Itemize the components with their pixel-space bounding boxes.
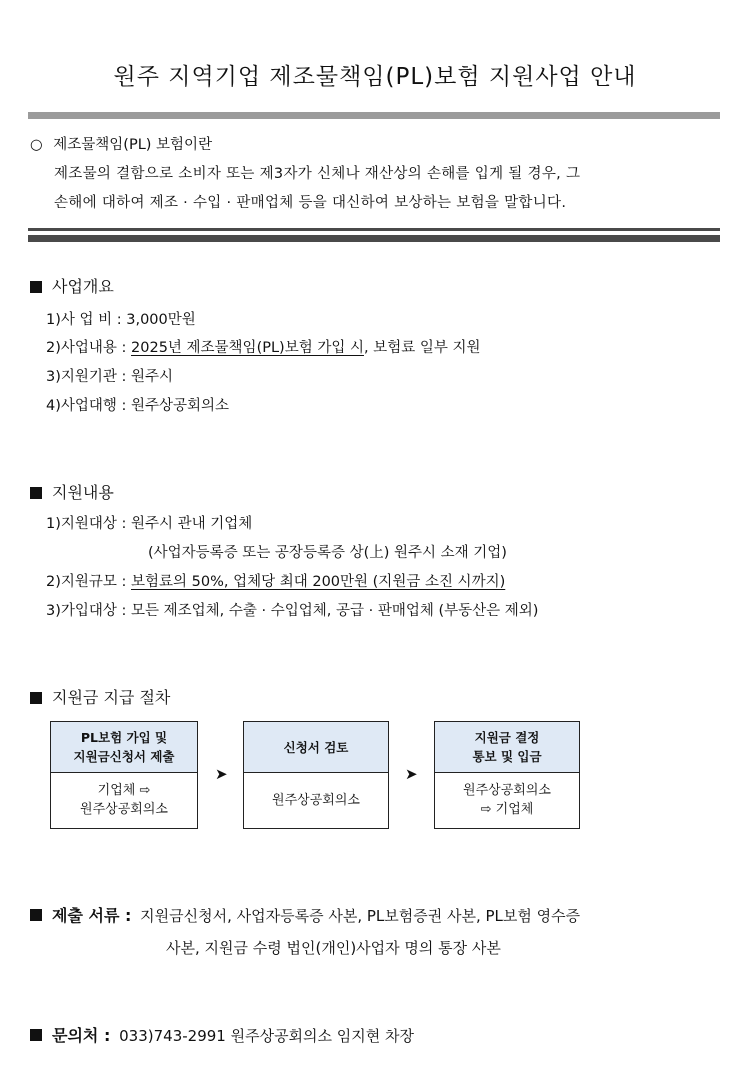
top-divider bbox=[28, 112, 720, 119]
overview-item bbox=[46, 394, 229, 415]
step-actor-line: ⇨ 기업체 bbox=[480, 802, 534, 817]
support-heading bbox=[30, 480, 114, 503]
support-item bbox=[46, 570, 505, 591]
square-bullet-icon bbox=[30, 1029, 42, 1041]
support-item-note: (사업자등록증 또는 공장등록증 상(上) 원주시 소재 기업) bbox=[148, 545, 507, 561]
item-label: 4)사업대행 : bbox=[46, 398, 132, 414]
item-value: 모든 제조업체, 수출 · 수입업체, 공급 · 판매업체 (부동산은 제외) bbox=[131, 603, 539, 619]
step-title-line: 지원금 결정 bbox=[474, 730, 540, 745]
item-value-underlined: 2025년 제조물책임(PL)보험 가입 시 bbox=[131, 340, 364, 356]
step-title bbox=[435, 722, 579, 773]
step-title bbox=[51, 722, 197, 773]
documents-line-1: 지원금신청서, 사업자등록증 사본, PL보험증권 사본, PL보험 영수증 bbox=[140, 907, 581, 925]
step-box-review bbox=[243, 721, 389, 829]
arrow-right-icon: ➤ bbox=[405, 765, 418, 783]
intro-heading bbox=[30, 133, 212, 154]
procedure-heading bbox=[30, 685, 170, 708]
item-value: , 보험료 일부 지원 bbox=[363, 340, 481, 356]
step-actor bbox=[51, 773, 197, 827]
item-label: 2)지원규모 : bbox=[46, 574, 132, 590]
step-actor-line: 기업체 ⇨ bbox=[97, 783, 151, 798]
overview-item bbox=[46, 336, 480, 357]
item-value: 3,000만원 bbox=[126, 312, 196, 328]
step-box-payment bbox=[434, 721, 580, 829]
item-label: 1)지원대상 : bbox=[46, 516, 132, 532]
intro-line-1: 제조물의 결함으로 소비자 또는 제3자가 신체나 재산상의 손해를 입게 될 경우, 그 bbox=[54, 166, 581, 182]
divider-thin bbox=[28, 228, 720, 231]
item-value: 원주시 bbox=[131, 369, 174, 385]
documents-row bbox=[30, 903, 580, 926]
support-heading-text: 지원내용 bbox=[52, 483, 114, 502]
item-label: 3)가입대상 : bbox=[46, 603, 132, 619]
step-title-line: PL보험 가입 및 bbox=[80, 730, 168, 745]
contact-row bbox=[30, 1023, 414, 1046]
step-title-line: 지원금신청서 제출 bbox=[73, 749, 175, 764]
step-actor-line: 원주상공회의소 bbox=[80, 802, 168, 817]
step-title: 신청서 검토 bbox=[244, 722, 388, 773]
step-actor-line: 원주상공회의소 bbox=[463, 783, 551, 798]
step-title-line: 통보 및 입금 bbox=[472, 749, 542, 764]
documents-line-2: 사본, 지원금 수령 법인(개인)사업자 명의 통장 사본 bbox=[166, 939, 501, 957]
step-actor: 원주상공회의소 bbox=[272, 792, 360, 808]
support-item bbox=[46, 599, 538, 620]
item-value: 원주상공회의소 bbox=[131, 398, 230, 414]
overview-item bbox=[46, 308, 196, 329]
contact-label: 문의처 : bbox=[52, 1026, 111, 1045]
item-label: 2)사업내용 : bbox=[46, 340, 132, 356]
support-item bbox=[46, 512, 252, 533]
item-label: 1)사 업 비 : bbox=[46, 312, 127, 328]
item-value: 원주시 관내 기업체 bbox=[131, 516, 253, 532]
overview-item bbox=[46, 365, 173, 386]
item-label: 3)지원기관 : bbox=[46, 369, 132, 385]
item-value-underlined: 보험료의 50%, 업체당 최대 200만원 (지원금 소진 시까지) bbox=[131, 574, 506, 590]
procedure-heading-text: 지원금 지급 절차 bbox=[52, 688, 171, 707]
step-box-apply bbox=[50, 721, 198, 829]
square-bullet-icon bbox=[30, 692, 42, 704]
square-bullet-icon bbox=[30, 909, 42, 921]
intro-heading-text: 제조물책임(PL) 보험이란 bbox=[53, 137, 213, 153]
overview-heading bbox=[30, 274, 114, 297]
circle-bullet-icon: ○ bbox=[30, 137, 43, 153]
arrow-right-icon: ➤ bbox=[215, 765, 228, 783]
page-title: 원주 지역기업 제조물책임(PL)보험 지원사업 안내 bbox=[113, 64, 637, 90]
documents-label: 제출 서류 : bbox=[52, 906, 132, 925]
square-bullet-icon bbox=[30, 281, 42, 293]
divider-thick bbox=[28, 235, 720, 242]
step-actor bbox=[435, 773, 579, 827]
contact-value: 033)743-2991 원주상공회의소 임지현 차장 bbox=[119, 1027, 415, 1045]
overview-heading-text: 사업개요 bbox=[52, 277, 114, 296]
square-bullet-icon bbox=[30, 487, 42, 499]
intro-line-2: 손해에 대하여 제조 · 수입 · 판매업체 등을 대신하여 보상하는 보험을 말합니다. bbox=[54, 195, 567, 211]
